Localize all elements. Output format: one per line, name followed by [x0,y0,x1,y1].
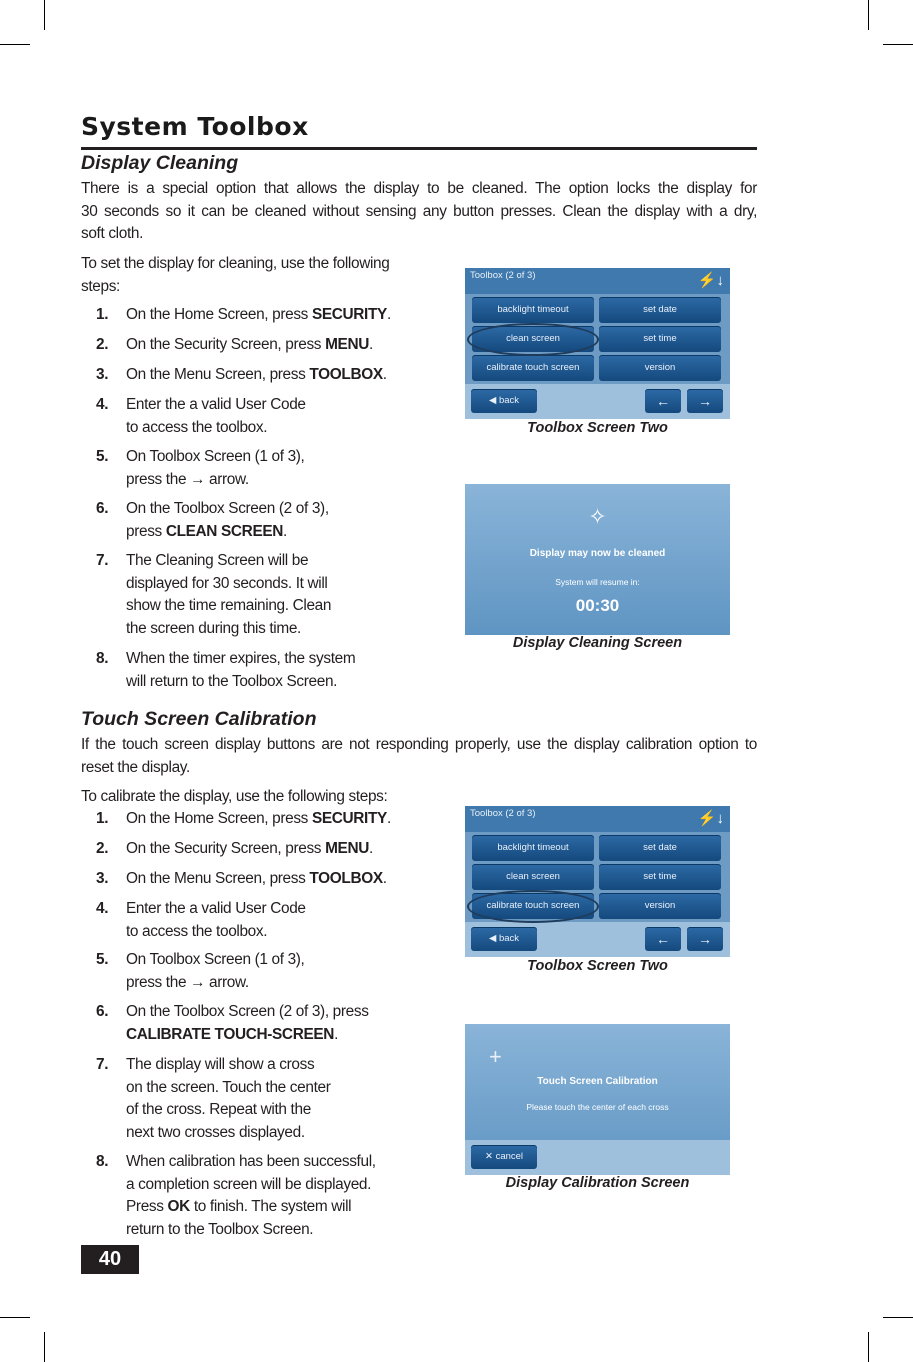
crop-mark [883,44,913,45]
countdown-timer: 00:30 [575,596,620,615]
highlight-ring [467,890,599,923]
step-keyword: OK [167,1198,190,1215]
step-line: press the → arrow. [126,973,249,991]
step-text-part: to finish. The system will [189,1198,352,1215]
intro-line: 30 seconds so it can be cleaned without sensing any button presses. Clean the display with a dry, [81,202,757,220]
step-line: next two crosses displayed. [126,1123,305,1141]
step-text [126,498,416,543]
display-cleaning-screen-image [465,484,730,635]
wiper-icon: ✧ [588,504,607,529]
step-number: 1. [96,810,109,827]
resume-text: System will resume in: [555,577,640,587]
step-line: of the cross. Repeat with the [126,1101,311,1118]
clean-screen-button: clean screen [472,326,594,352]
step-number: 8. [96,1153,109,1170]
step-text-part: . [369,840,373,857]
step-keyword: TOOLBOX [309,366,383,383]
step-number: 5. [96,448,109,465]
step-text-part: . [369,336,373,353]
step-line: the screen during this time. [126,619,301,637]
step-text-part: . [283,522,287,540]
cancel-label: cancel [495,1151,524,1162]
step-text-part: On the Menu Screen, press [126,366,310,383]
left-arrow-icon: ← [645,389,681,413]
step-number: 6. [96,500,109,517]
step-line: to access the toolbox. [126,922,268,940]
step-keyword: SECURITY [311,306,387,323]
intro-line: There is a special option that allows the display to be cleaned. The option locks the display for [81,180,757,197]
step-text-part: . [382,366,387,383]
back-label: back [498,395,520,406]
version-button: version [599,893,721,919]
calibration-footer [465,1140,730,1175]
back-arrow-icon: ◀ [488,933,499,944]
step-text-part: Press [126,1198,168,1215]
step-number: 3. [96,870,109,887]
step-number: 7. [96,1056,109,1073]
step-line: On the Toolbox Screen (2 of 3), press [126,1003,369,1020]
version-button: version [599,355,721,381]
step-text [126,1151,416,1241]
step-text-part: . [386,810,391,827]
step-text-part: . [386,306,391,323]
step-number: 6. [96,1003,109,1020]
highlight-ring [467,323,599,356]
calibrate-touch-screen-button: calibrate touch screen [472,893,594,919]
step-number: 2. [96,840,109,857]
step-number: 3. [96,366,109,383]
calibration-title: Touch Screen Calibration [537,1076,658,1087]
step-line: On Toolbox Screen (1 of 3), [126,951,305,968]
step-text-part: On the Home Screen, press [126,306,312,323]
cleaning-steps-intro [81,253,389,298]
step-text [126,1001,416,1046]
step-text [126,394,416,439]
step-number: 4. [96,900,109,917]
step-line: On the Toolbox Screen (2 of 3), [126,500,329,517]
crop-mark [44,0,45,30]
step-line: Enter the a valid User Code [126,900,306,917]
step-text [126,304,416,327]
step-line: press the → arrow. [126,470,249,488]
step-number: 8. [96,650,109,667]
set-time-button: set time [599,864,721,890]
step-text-part: On the Home Screen, press [126,810,312,827]
step-line: When calibration has been successful, [126,1153,376,1170]
step-text-part: press [126,522,166,540]
step-number: 1. [96,306,109,323]
toolbox-screen-image [465,806,730,957]
step-text [126,838,416,861]
set-date-button: set date [599,297,721,323]
caption-toolbox-screen-two: Toolbox Screen Two [527,420,668,436]
step-text [126,364,416,387]
toolbox-header [465,268,730,294]
plug-icon: ⚡↓ [697,272,724,289]
crop-mark [44,1332,45,1362]
step-keyword: SECURITY [311,810,387,827]
toolbox-screen-image [465,268,730,419]
step-keyword: TOOLBOX [309,870,383,887]
toolbox-header-label: Toolbox (2 of 3) [470,808,536,819]
step-line: Enter the a valid User Code [126,396,306,413]
step-text [126,334,416,357]
step-line: a completion screen will be displayed. [126,1175,372,1193]
step-number: 2. [96,336,109,353]
step-line [126,1196,416,1219]
crop-mark [0,1317,30,1318]
toolbox-footer [465,922,730,957]
toolbox-header-label: Toolbox (2 of 3) [470,270,536,281]
page-title: System Toolbox [81,112,309,141]
step-line: will return to the Toolbox Screen. [126,672,338,690]
step-number: 7. [96,552,109,569]
title-rule [81,147,757,150]
calibrate-touch-screen-button: calibrate touch screen [472,355,594,381]
back-button [471,927,537,951]
crop-mark [868,1332,869,1362]
display-calibration-screen-image [465,1024,730,1175]
right-arrow-icon: → [687,389,723,413]
intro-line: If the touch screen display buttons are not responding properly, use the display calibration option to [81,736,757,753]
caption-display-calibration-screen: Display Calibration Screen [505,1175,690,1191]
step-line [126,521,416,544]
step-line: to access the toolbox. [126,418,268,436]
step-text [126,1054,416,1144]
crop-mark [0,44,30,45]
step-line: On Toolbox Screen (1 of 3), [126,448,305,465]
step-text-part: . [382,870,387,887]
clean-screen-button: clean screen [472,864,594,890]
back-button [471,389,537,413]
step-keyword: MENU [325,840,369,857]
toolbox-header [465,806,730,832]
step-text-part: On the Menu Screen, press [126,870,310,887]
right-arrow-icon: → [687,927,723,951]
step-text [126,898,416,943]
intro-line: soft cloth. [81,225,144,242]
step-text [126,808,416,831]
set-time-button: set time [599,326,721,352]
step-keyword: CALIBRATE TOUCH-SCREEN [126,1025,335,1043]
step-text [126,446,416,491]
step-line [126,1024,416,1047]
calibration-instruction: Please touch the center of each cross [526,1102,669,1112]
close-icon: ✕ [484,1151,496,1162]
step-text [126,550,416,640]
step-line: displayed for 30 seconds. It will [126,574,328,592]
step-line: return to the Toolbox Screen. [126,1220,314,1238]
intro-line: reset the display. [81,758,190,776]
step-text-part: . [334,1025,338,1043]
step-text [126,949,416,994]
crosshair-icon: + [489,1044,502,1069]
toolbox-footer [465,384,730,419]
left-arrow-icon: ← [645,927,681,951]
caption-toolbox-screen-two: Toolbox Screen Two [527,958,668,974]
cleaning-message: Display may now be cleaned [529,548,666,559]
step-number: 5. [96,951,109,968]
set-date-button: set date [599,835,721,861]
calibration-steps-intro: To calibrate the display, use the following steps: [81,788,388,805]
step-line: The display will show a cross [126,1056,315,1073]
step-keyword: CLEAN SCREEN [165,522,284,540]
back-arrow-icon: ◀ [488,395,499,406]
backlight-timeout-button: backlight timeout [472,297,594,323]
crop-mark [883,1317,913,1318]
crop-mark [868,0,869,30]
step-line: show the time remaining. Clean [126,597,332,614]
back-label: back [498,933,520,944]
cancel-button [471,1145,537,1169]
step-text-part: On the Security Screen, press [126,336,326,353]
step-line: When the timer expires, the system [126,650,356,667]
calibration-heading: Touch Screen Calibration [81,708,317,730]
backlight-timeout-button: backlight timeout [472,835,594,861]
step-keyword: MENU [325,336,369,353]
step-text [126,868,416,891]
page-number: 40 [81,1245,139,1274]
display-cleaning-heading: Display Cleaning [81,152,239,174]
display-cleaning-intro [81,178,757,246]
step-text [126,648,416,693]
step-number: 4. [96,396,109,413]
steps-intro-line: steps: [81,277,120,295]
calibration-intro [81,734,757,779]
step-line: The Cleaning Screen will be [126,552,309,569]
plug-icon: ⚡↓ [697,810,724,827]
steps-intro-line: To set the display for cleaning, use the following [81,255,390,272]
step-line: on the screen. Touch the center [126,1078,331,1096]
caption-display-cleaning-screen: Display Cleaning Screen [512,635,683,651]
step-text-part: On the Security Screen, press [126,840,326,857]
